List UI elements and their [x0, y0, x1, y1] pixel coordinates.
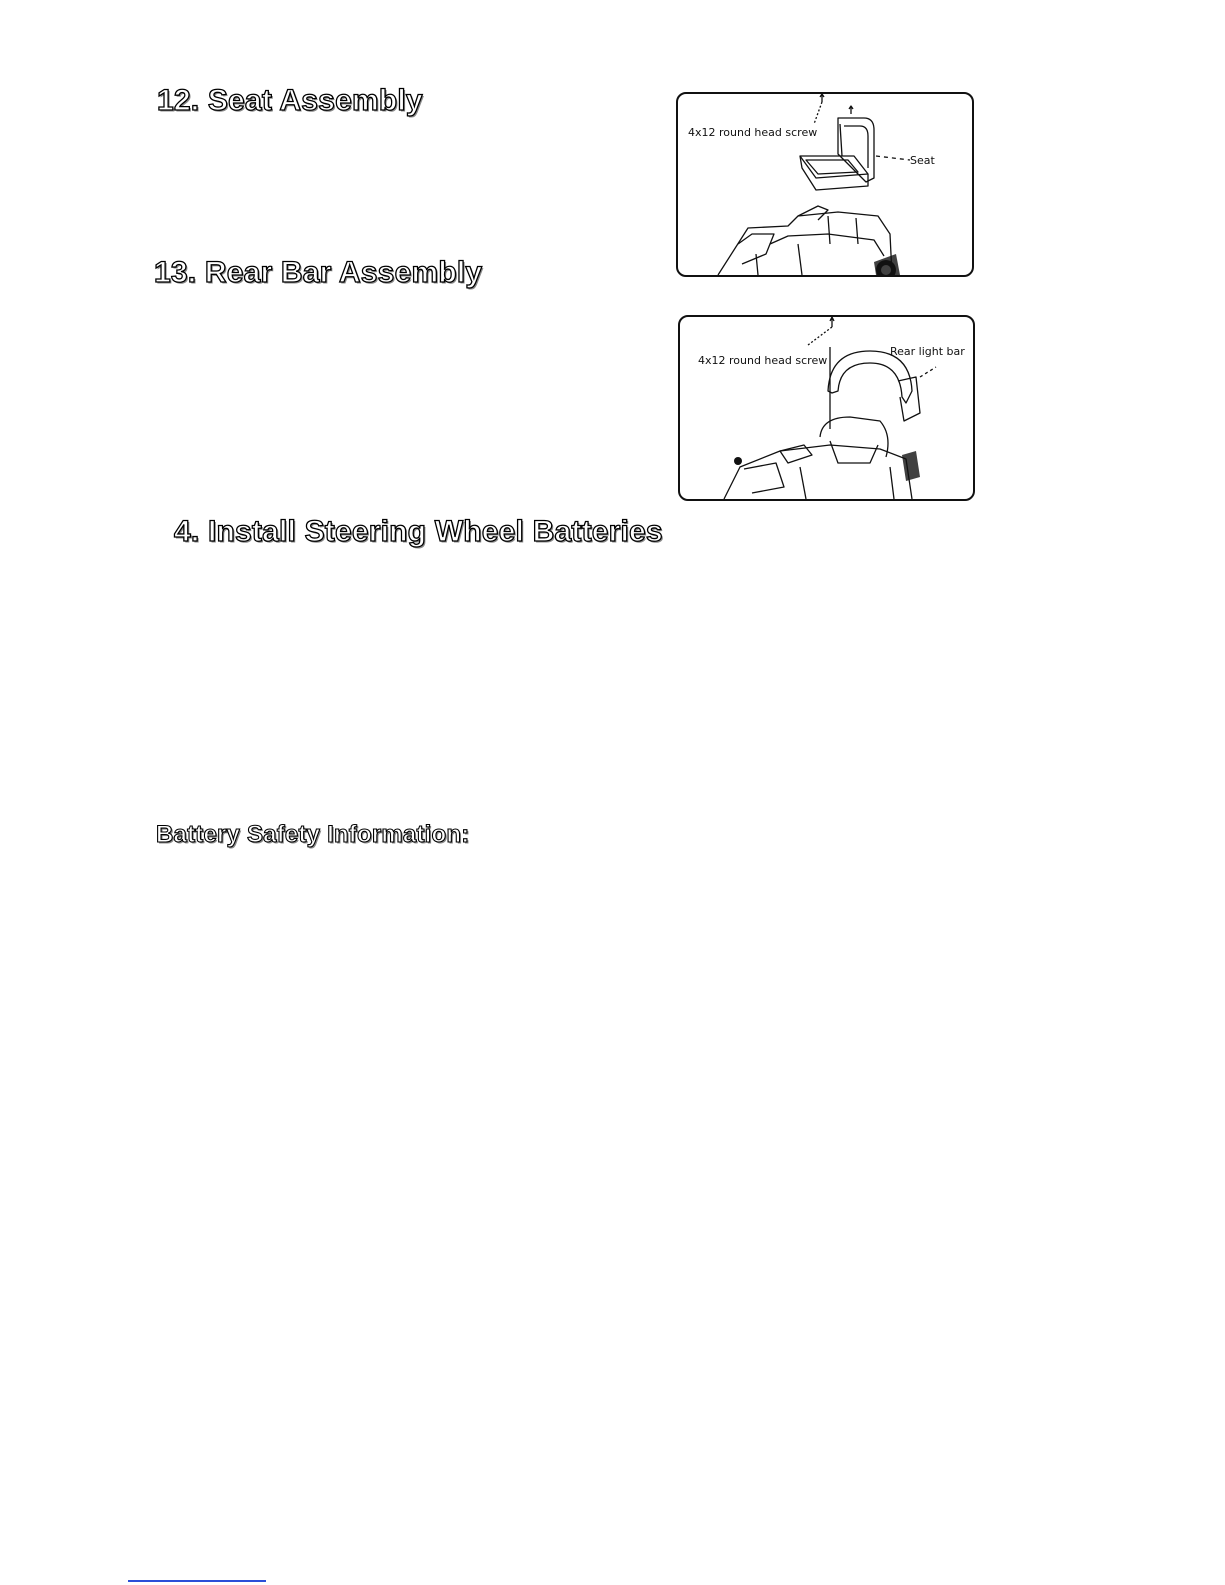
seat-assembly-heading: 12. Seat Assembly [157, 84, 423, 117]
rear-bar-screw-label: 4x12 round head screw [698, 354, 828, 367]
rear-bar-part-label: Rear light bar [890, 345, 965, 358]
seat-assembly-figure [676, 92, 974, 277]
rear-bar-assembly-heading: 13. Rear Bar Assembly [154, 256, 483, 289]
seat-screw-label: 4x12 round head screw [688, 126, 818, 139]
rear-bar-assembly-figure [678, 315, 975, 501]
seat-assembly-illustration [678, 94, 972, 275]
steering-batteries-heading: 4. Install Steering Wheel Batteries [174, 515, 663, 548]
seat-part-label: Seat [910, 154, 935, 167]
battery-safety-heading: Battery Safety Information: [156, 821, 470, 848]
footer-rule [128, 1580, 266, 1582]
